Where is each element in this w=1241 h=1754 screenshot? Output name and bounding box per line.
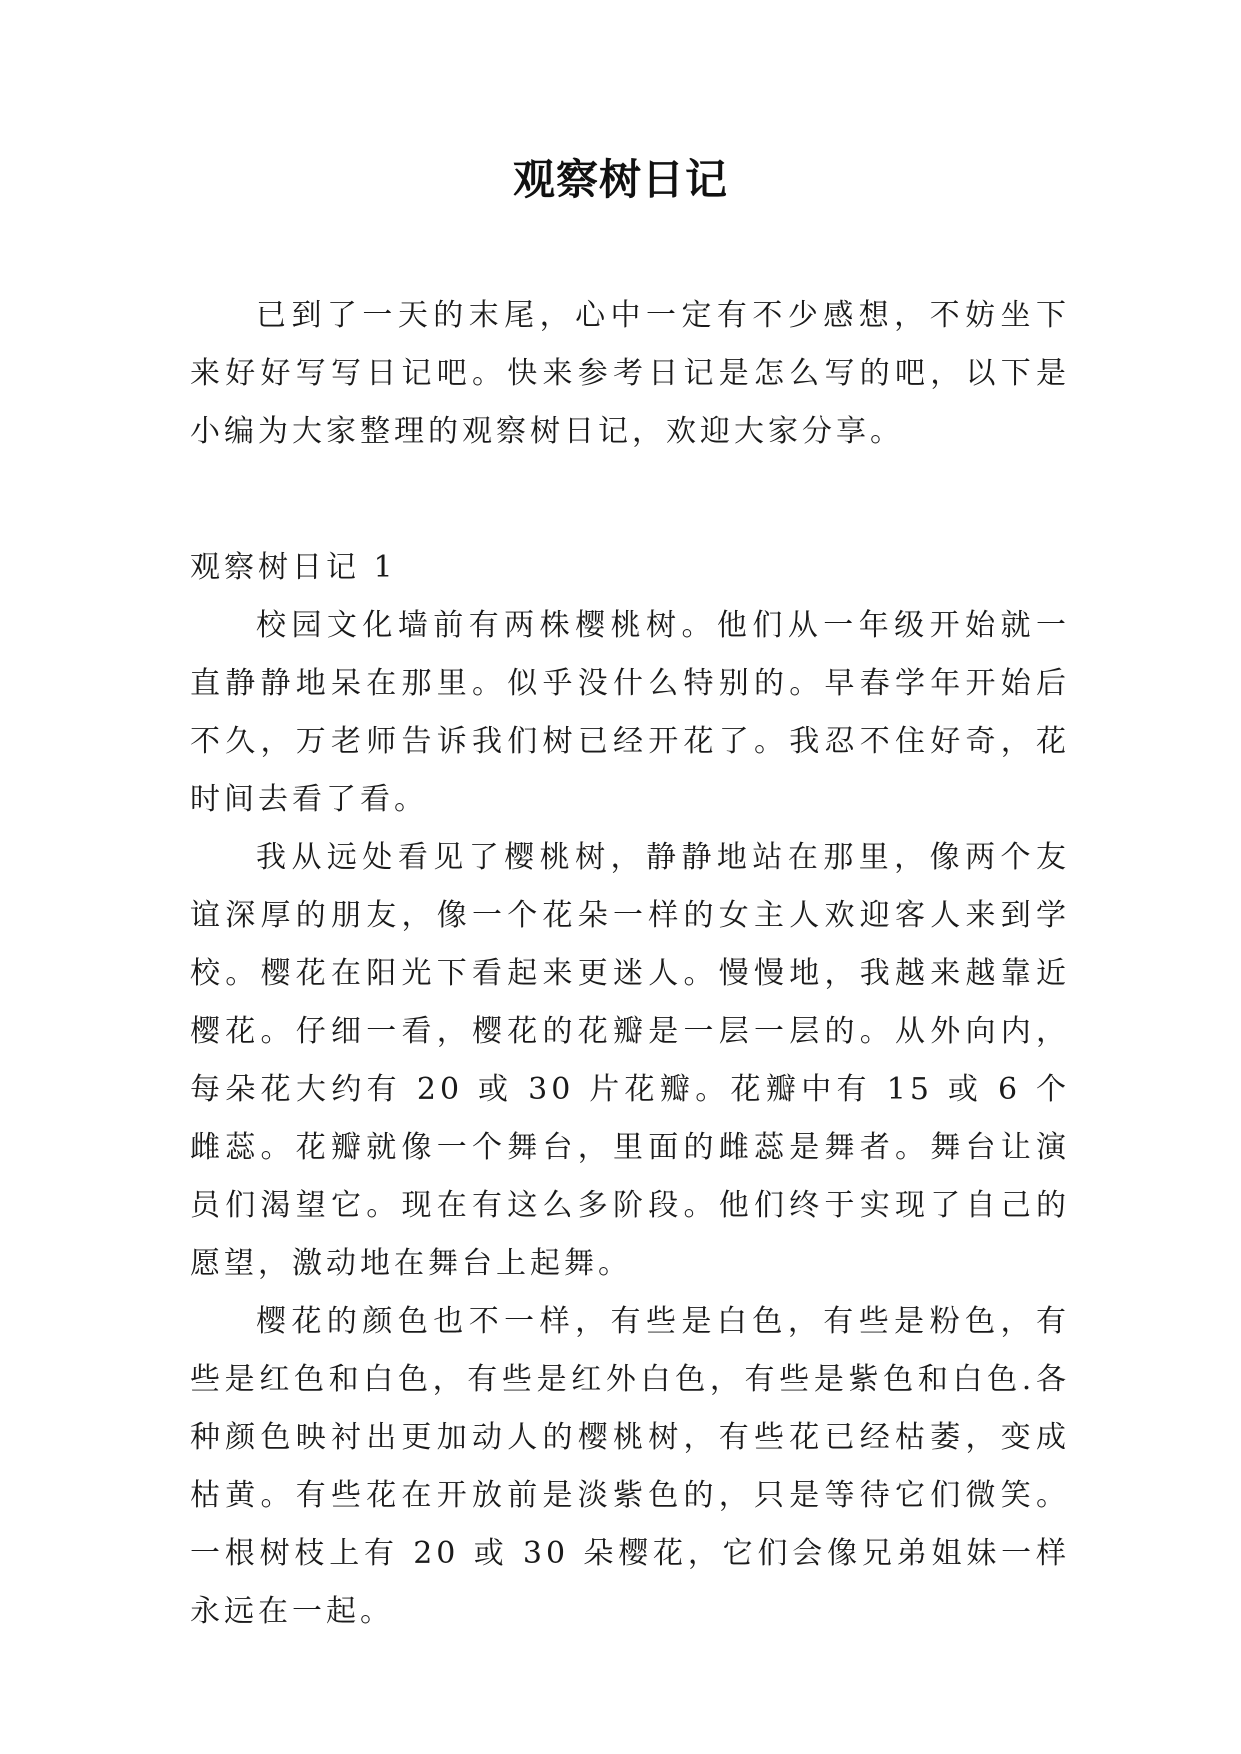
intro-paragraph: 已到了一天的末尾，心中一定有不少感想，不妨坐下来好好写写日记吧。快来参考日记是怎么写的吧，以下是小编为大家整理的观察树日记，欢迎大家分享。 <box>190 298 1070 449</box>
body-paragraph-1: 校园文化墙前有两株樱桃树。他们从一年级开始就一直静静地呆在那里。似乎没什么特别的。早春学年开始后不久，万老师告诉我们树已经开花了。我忍不住好奇，花时间去看了看。 <box>190 608 1070 817</box>
section-heading: 观察树日记 1 <box>190 550 397 585</box>
body-paragraph-3: 樱花的颜色也不一样，有些是白色，有些是粉色，有些是红色和白色，有些是红外白色，有些是紫色和白色.各种颜色映衬出更加动人的樱桃树，有些花已经枯萎，变成枯黄。有些花在开放前是淡紫色的，只是等待它们微笑。一根树枝上有 20 或 30 朵樱花，它们会像兄弟姐妹一样永远在一起。 <box>190 1304 1070 1629</box>
document-body <box>190 287 1070 1641</box>
body-paragraph-2: 我从远处看见了樱桃树，静静地站在那里，像两个友谊深厚的朋友，像一个花朵一样的女主人欢迎客人来到学校。樱花在阳光下看起来更迷人。慢慢地，我越来越靠近樱花。仔细一看，樱花的花瓣是一层一层的。从外向内，每朵花大约有 20 或 30 片花瓣。花瓣中有 15 或 6 个雌蕊。花瓣就像一个舞台，里面的雌蕊是舞者。舞台让演员们渴望它。现在有这么多阶段。他们终于实现了自己的愿望，激动地在舞台上起舞。 <box>190 840 1070 1281</box>
document-title: 观察树日记 <box>512 155 728 204</box>
spacer <box>190 461 1070 539</box>
